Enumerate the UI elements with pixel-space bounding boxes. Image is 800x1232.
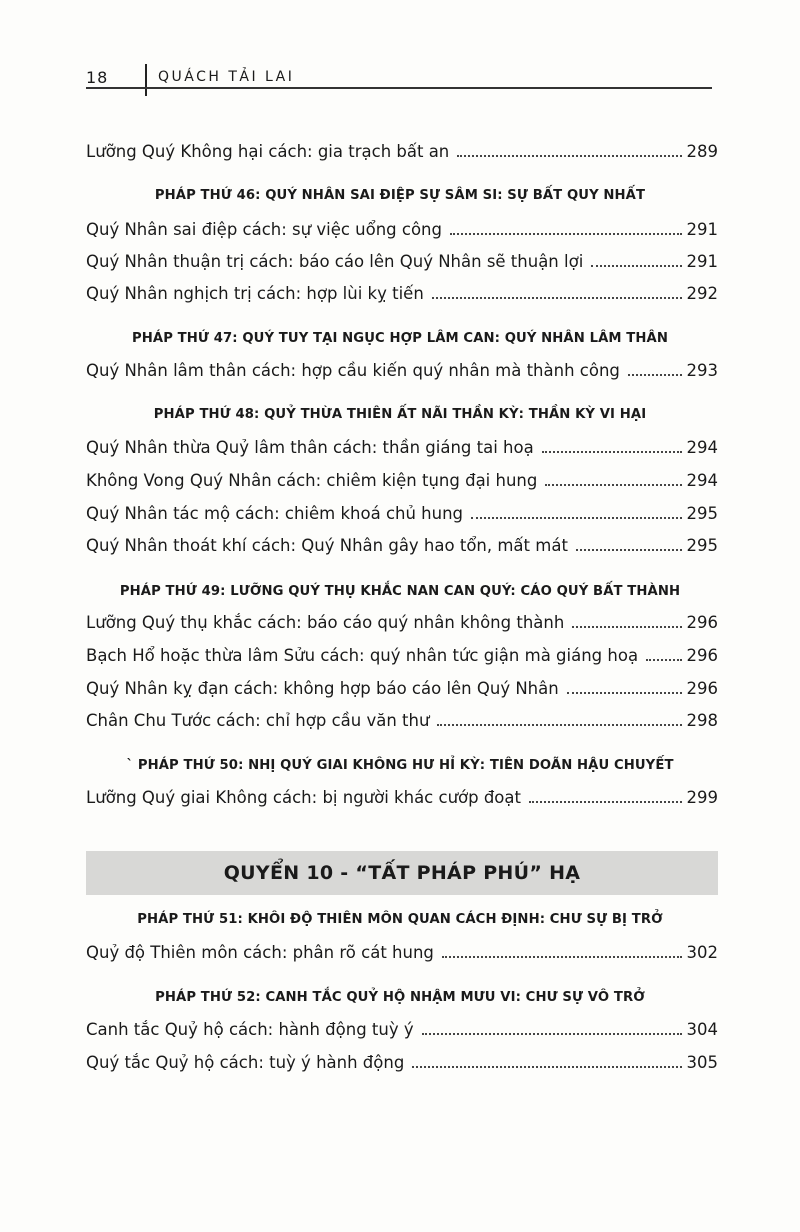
volume-title: QUYỂN 10 - “TẤT PHÁP PHÚ” HẠ [223, 862, 581, 884]
entry-page: 304 [686, 1020, 718, 1039]
toc-entry[interactable] [86, 1020, 718, 1046]
toc-entry[interactable] [86, 220, 718, 246]
author-name: QUÁCH TẢI LAI [158, 69, 295, 85]
toc-entry[interactable] [86, 711, 718, 737]
dot-leader [437, 723, 682, 726]
entry-page: 296 [686, 613, 718, 632]
dot-leader [542, 450, 682, 453]
entry-page: 292 [686, 284, 718, 303]
dot-leader [591, 264, 682, 267]
entry-title: Lưỡng Quý giai Không cách: bị người khác cướp đoạt [86, 788, 521, 807]
entry-title: Quý Nhân sai điệp cách: sự việc uổng công [86, 220, 442, 239]
toc-entry[interactable] [86, 646, 718, 672]
dot-leader [628, 373, 682, 376]
entry-title: Quỷ độ Thiên môn cách: phân rõ cát hung [86, 943, 434, 962]
entry-title: Lưỡng Quý thụ khắc cách: báo cáo quý nhân không thành [86, 613, 565, 632]
entry-page: 296 [686, 679, 718, 698]
entry-title: Lưỡng Quý Không hại cách: gia trạch bất an [86, 142, 450, 161]
toc-entry[interactable] [86, 1053, 718, 1079]
section-heading: PHÁP THỨ 49: LƯỠNG QUÝ THỤ KHẮC NAN CAN QUÝ: CÁO QUÝ BẤT THÀNH [119, 584, 681, 599]
entry-title: Quý Nhân nghịch trị cách: hợp lùi kỵ tiến [86, 284, 424, 303]
entry-title: Quý Nhân thừa Quỷ lâm thân cách: thần giáng tai hoạ [86, 438, 534, 457]
entry-title: Quý Nhân thoát khí cách: Quý Nhân gây hao tổn, mất mát [86, 536, 568, 555]
toc-entry[interactable] [86, 613, 718, 639]
entry-page: 295 [686, 536, 718, 555]
toc-entry[interactable] [86, 504, 718, 530]
entry-title: Không Vong Quý Nhân cách: chiêm kiện tụng đại hung [86, 471, 538, 490]
dot-leader [646, 658, 682, 661]
entry-page: 295 [686, 504, 718, 523]
dot-leader [457, 154, 682, 157]
toc-entry[interactable] [86, 438, 718, 464]
entry-page: 298 [686, 711, 718, 730]
header-divider [145, 64, 147, 96]
section-heading: PHÁP THỨ 51: KHÔI ĐỘ THIÊN MÔN QUAN CÁCH ĐỊNH: CHƯ SỰ BỊ TRỞ [137, 912, 663, 927]
dot-leader [572, 625, 682, 628]
dot-leader [442, 955, 682, 958]
header-rule [86, 87, 712, 89]
toc-entry[interactable] [86, 788, 718, 814]
toc-entry[interactable] [86, 361, 718, 387]
section-heading: PHÁP THỨ 46: QUÝ NHÂN SAI ĐIỆP SỰ SÂM SI: SỰ BẤT QUY NHẤT [154, 188, 646, 203]
entry-title: Chân Chu Tước cách: chỉ hợp cầu văn thư [86, 711, 430, 730]
running-header [86, 64, 716, 94]
toc-entry[interactable] [86, 284, 718, 310]
dot-leader [412, 1065, 682, 1068]
dot-leader [422, 1032, 682, 1035]
entry-page: 293 [686, 361, 718, 380]
toc-entry[interactable] [86, 943, 718, 969]
entry-page: 305 [686, 1053, 718, 1072]
entry-page: 289 [686, 142, 718, 161]
page-number: 18 [86, 68, 109, 87]
entry-page: 294 [686, 438, 718, 457]
toc-entry[interactable] [86, 536, 718, 562]
toc-entry[interactable] [86, 679, 718, 705]
toc-entry[interactable] [86, 142, 718, 168]
toc-entry[interactable] [86, 252, 718, 278]
entry-page: 291 [686, 252, 718, 271]
toc-entry[interactable] [86, 471, 718, 497]
entry-title: Canh tắc Quỷ hộ cách: hành động tuỳ ý [86, 1020, 414, 1039]
section-heading: PHÁP THỨ 48: QUỶ THỪA THIÊN ẤT NÃI THẦN KỲ: THẦN KỲ VI HẠI [153, 407, 647, 422]
entry-title: Bạch Hổ hoặc thừa lâm Sửu cách: quý nhân tức giận mà giáng hoạ [86, 646, 639, 665]
entry-page: 294 [686, 471, 718, 490]
entry-page: 291 [686, 220, 718, 239]
entry-page: 302 [686, 943, 718, 962]
volume-banner [86, 851, 718, 895]
dot-leader [545, 483, 682, 486]
entry-page: 296 [686, 646, 718, 665]
dot-leader [450, 232, 682, 235]
entry-title: Quý tắc Quỷ hộ cách: tuỳ ý hành động [86, 1053, 405, 1072]
entry-title: Quý Nhân thuận trị cách: báo cáo lên Quý Nhân sẽ thuận lợi [86, 252, 584, 271]
entry-title: Quý Nhân tác mộ cách: chiêm khoá chủ hung [86, 504, 464, 523]
dot-leader [529, 800, 682, 803]
dot-leader [576, 548, 682, 551]
section-heading: PHÁP THỨ 47: QUÝ TUY TẠI NGỤC HỢP LÂM CAN: QUÝ NHÂN LÂM THÂN [132, 331, 668, 346]
dot-leader [471, 516, 682, 519]
section-heading: ` PHÁP THỨ 50: NHỊ QUÝ GIAI KHÔNG HƯ HỈ KỲ: TIÊN DOÃN HẬU CHUYẾT [126, 758, 674, 773]
entry-page: 299 [686, 788, 718, 807]
dot-leader [567, 691, 682, 694]
dot-leader [432, 296, 682, 299]
entry-title: Quý Nhân kỵ đạn cách: không hợp báo cáo lên Quý Nhân [86, 679, 559, 698]
section-heading: PHÁP THỨ 52: CANH TẮC QUỶ HỘ NHẬM MƯU VI: CHƯ SỰ VÔ TRỞ [155, 990, 645, 1005]
entry-title: Quý Nhân lâm thân cách: hợp cầu kiến quý nhân mà thành công [86, 361, 620, 380]
